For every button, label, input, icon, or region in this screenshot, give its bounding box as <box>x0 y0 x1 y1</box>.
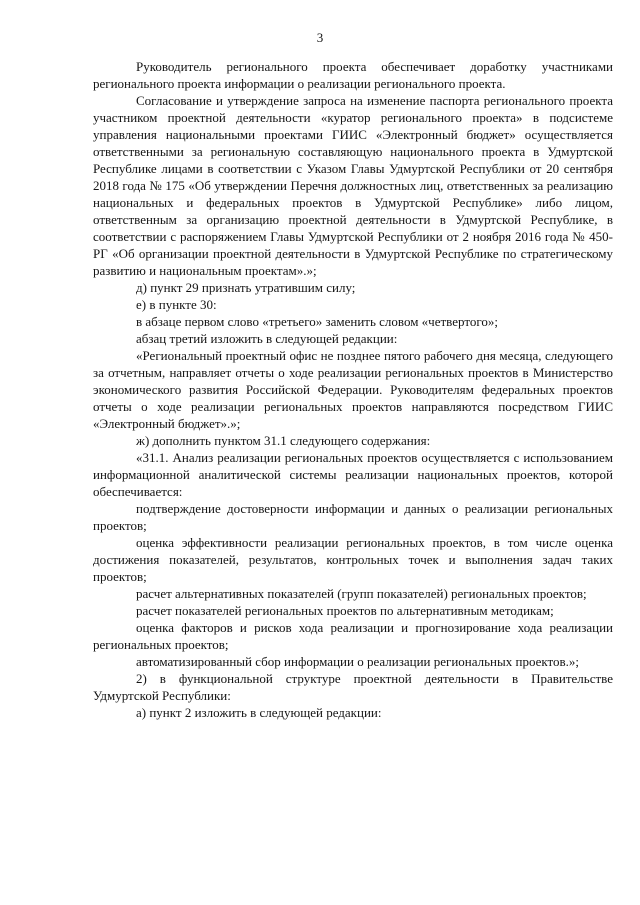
paragraph: расчет показателей региональных проектов по альтернативным методикам; <box>136 603 554 618</box>
document-body <box>93 58 613 721</box>
paragraph: в абзаце первом слово «третьего» заменить словом «четвертого»; <box>136 314 498 329</box>
paragraph: автоматизированный сбор информации о реализации региональных проектов.»; <box>136 654 580 669</box>
paragraph: «Региональный проектный офис не позднее пятого рабочего дня месяца, следующего за отчетным, направляет отчеты о ходе реализации региональных проектов в Министерство экономического развития Российской Федерации. Руководителям федеральных проектов отчеты о ходе реализации региональных проектов направляются посредством ГИИС «Электронный бюджет».»; <box>93 348 613 431</box>
page-number: 3 <box>316 30 324 45</box>
paragraph: 2) в функциональной структуре проектной деятельности в Правительстве Удмуртской Республики: <box>93 671 613 703</box>
paragraph: е) в пункте 30: <box>136 297 217 312</box>
paragraph: подтверждение достоверности информации и данных о реализации региональных проектов; <box>93 501 613 533</box>
paragraph: ж) дополнить пунктом 31.1 следующего содержания: <box>136 433 431 448</box>
paragraph: «31.1. Анализ реализации региональных проектов осуществляется с использованием информационной аналитической системы реализации национальных проектов, которой обеспечивается: <box>93 450 613 499</box>
paragraph: д) пункт 29 признать утратившим силу; <box>136 280 356 295</box>
paragraph: Согласование и утверждение запроса на изменение паспорта регионального проекта участником проектной деятельности «куратор регионального проекта» в подсистеме управления национальными проектами ГИИС «Электронный бюджет» осуществляется ответственными за региональную составляющую национального проекта в Удмуртской Республике лицами в соответствии с Указом Главы Удмуртской Республики от 20 сентября 2018 года № 175 «Об утверждении Перечня должностных лиц, ответственных за реализацию национальных и федеральных проектов в Удмуртской Республике» либо лицом, ответственным за организацию проектной деятельности в Удмуртской Республике, в соответствии с распоряжением Главы Удмуртской Республики от 2 ноября 2016 года № 450-РГ «Об организации проектной деятельности в Удмуртской Республике по стратегическому развитию и национальным проектам».»; <box>93 93 613 278</box>
paragraph: абзац третий изложить в следующей редакции: <box>136 331 398 346</box>
paragraph: оценка факторов и рисков хода реализации и прогнозирование хода реализации региональных проектов; <box>93 620 613 652</box>
paragraph: а) пункт 2 изложить в следующей редакции: <box>136 705 382 720</box>
paragraph: Руководитель регионального проекта обеспечивает доработку участниками регионального проекта информации о реализации регионального проекта. <box>93 59 613 91</box>
paragraph: оценка эффективности реализации региональных проектов, в том числе оценка достижения показателей, результатов, контрольных точек и выполнения задач таких проектов; <box>93 535 613 584</box>
paragraph: расчет альтернативных показателей (групп показателей) региональных проектов; <box>136 586 587 601</box>
